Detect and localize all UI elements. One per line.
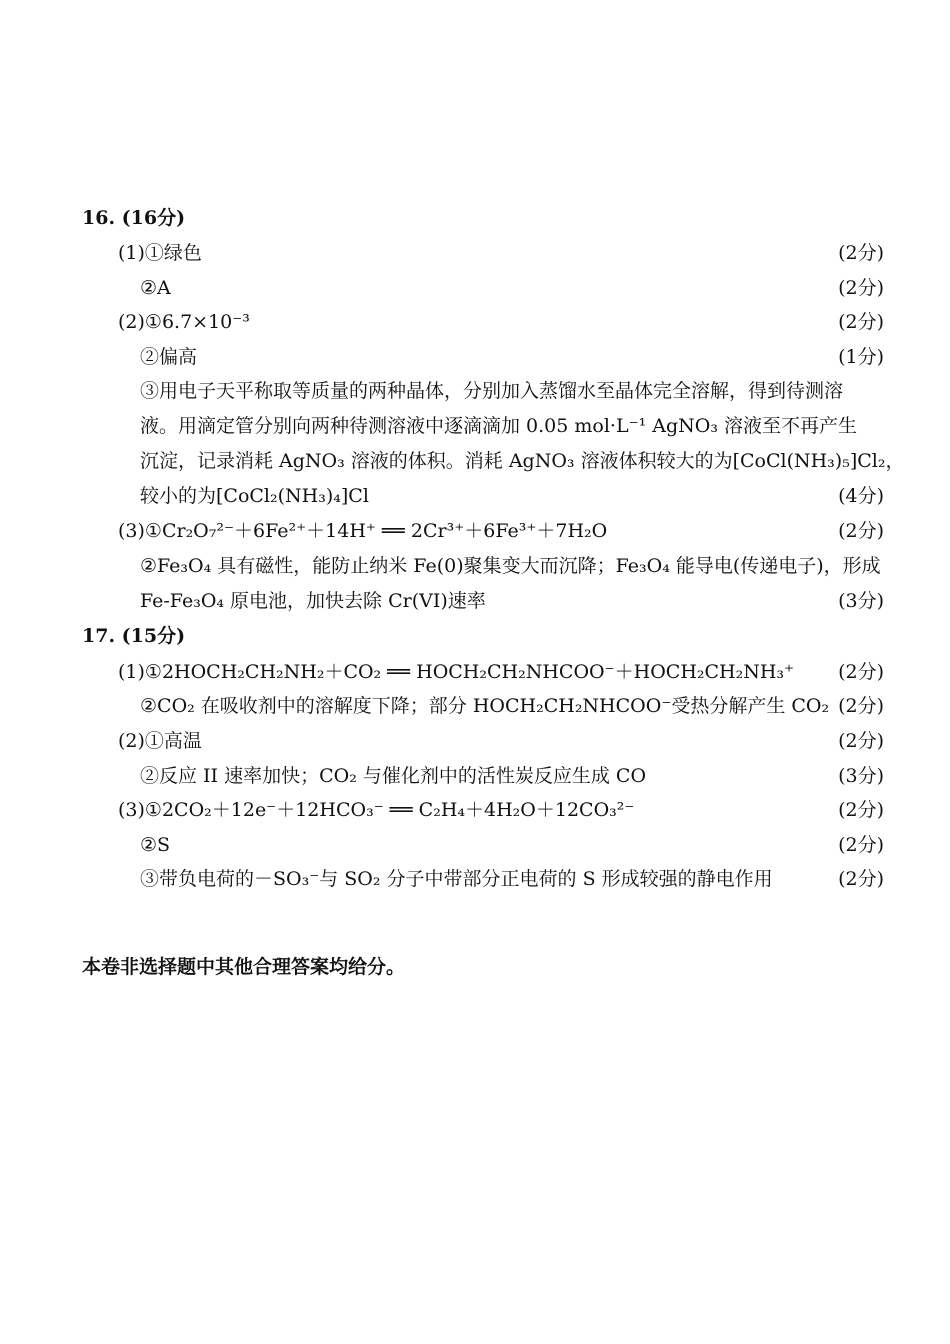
q16-p2-3-line4 <box>0 479 950 513</box>
q16-p2-3-text-1: ③用电子天平称取等质量的两种晶体，分别加入蒸馏水至晶体完全溶解，得到待测溶 <box>140 380 844 402</box>
q17-p3-3-line <box>0 862 950 896</box>
q16-p1-2-line <box>0 271 950 305</box>
q16-p1-2-score: (2分) <box>838 277 884 299</box>
q16-p2-3-score: (4分) <box>838 485 884 507</box>
q17-p3-2-text: ②S <box>140 834 171 856</box>
q16-p1-1-score: (2分) <box>838 242 884 264</box>
q16-p3-2-text-1: ②Fe₃O₄ 具有磁性，能防止纳米 Fe(0)聚集变大而沉降；Fe₃O₄ 能导电(传递电子)，形成 <box>140 555 881 577</box>
q17-p1-1-line <box>0 655 950 689</box>
q17-p1-1-text: (1)①2HOCH₂CH₂NH₂＋CO₂ ══ HOCH₂CH₂NHCOO⁻＋HOCH₂CH₂NH₃⁺ <box>118 661 795 683</box>
q16-p2-3-text-4: 较小的为[CoCl₂(NH₃)₄]Cl <box>140 485 369 507</box>
q17-p2-1-score: (2分) <box>838 730 884 752</box>
q16-p3-2-line1 <box>0 549 950 583</box>
footer-note: 本卷非选择题中其他合理答案均给分。 <box>82 956 406 978</box>
q17-p1-2-text: ②CO₂ 在吸收剂中的溶解度下降；部分 HOCH₂CH₂NHCOO⁻受热分解产生 CO₂ <box>140 695 830 717</box>
q17-p2-2-score: (3分) <box>838 765 884 787</box>
q16-p3-2-score: (3分) <box>838 590 884 612</box>
q17-heading: 17. (15分) <box>82 625 186 647</box>
q16-p2-1-line <box>0 305 950 339</box>
q17-p2-2-text: ②反应 II 速率加快；CO₂ 与催化剂中的活性炭反应生成 CO <box>140 765 647 787</box>
q17-p3-1-text: (3)①2CO₂＋12e⁻＋12HCO₃⁻ ══ C₂H₄＋4H₂O＋12CO₃²⁻ <box>118 799 635 821</box>
q17-p1-2-score: (2分) <box>838 695 884 717</box>
q17-p3-3-text: ③带负电荷的－SO₃⁻与 SO₂ 分子中带部分正电荷的 S 形成较强的静电作用 <box>140 868 773 890</box>
q16-p3-2-text-2: Fe-Fe₃O₄ 原电池，加快去除 Cr(VI)速率 <box>140 590 486 612</box>
footer-note-line <box>0 950 950 984</box>
q16-p2-3-line2 <box>0 409 950 443</box>
q16-p3-1-score: (2分) <box>838 520 884 542</box>
q16-p1-1-line <box>0 236 950 270</box>
q16-heading-line <box>0 201 950 235</box>
q16-p3-2-line2 <box>0 584 950 618</box>
q17-p3-2-line <box>0 828 950 862</box>
q16-p2-2-score: (1分) <box>838 346 884 368</box>
q16-p3-1-line <box>0 514 950 548</box>
q17-p2-2-line <box>0 759 950 793</box>
q16-p2-2-text: ②偏高 <box>140 346 198 368</box>
q17-p1-2-line <box>0 689 950 723</box>
q17-p3-1-score: (2分) <box>838 799 884 821</box>
q17-p3-1-line <box>0 793 950 827</box>
q16-p1-2-text: ②A <box>140 277 171 299</box>
q16-p3-1-text: (3)①Cr₂O₇²⁻＋6Fe²⁺＋14H⁺ ══ 2Cr³⁺＋6Fe³⁺＋7H₂O <box>118 520 608 542</box>
q16-p2-3-text-3: 沉淀，记录消耗 AgNO₃ 溶液的体积。消耗 AgNO₃ 溶液体积较大的为[CoCl(NH₃)₅]Cl₂， <box>140 450 905 472</box>
q17-p1-1-score: (2分) <box>838 661 884 683</box>
q16-p1-1-text: (1)①绿色 <box>118 242 202 264</box>
q16-p2-3-text-2: 液。用滴定管分别向两种待测溶液中逐滴滴加 0.05 mol·L⁻¹ AgNO₃ 溶液至不再产生 <box>140 415 858 437</box>
q17-p3-3-score: (2分) <box>838 868 884 890</box>
q17-p3-2-score: (2分) <box>838 834 884 856</box>
q17-p2-1-line <box>0 724 950 758</box>
q17-heading-line <box>0 619 950 653</box>
q16-p2-3-line3 <box>0 444 950 478</box>
q16-p2-1-score: (2分) <box>838 311 884 333</box>
q16-p2-3-line1 <box>0 374 950 408</box>
q16-heading: 16. (16分) <box>82 207 186 229</box>
q16-p2-1-text: (2)①6.7×10⁻³ <box>118 311 250 333</box>
q16-p2-2-line <box>0 340 950 374</box>
q17-p2-1-text: (2)①高温 <box>118 730 202 752</box>
